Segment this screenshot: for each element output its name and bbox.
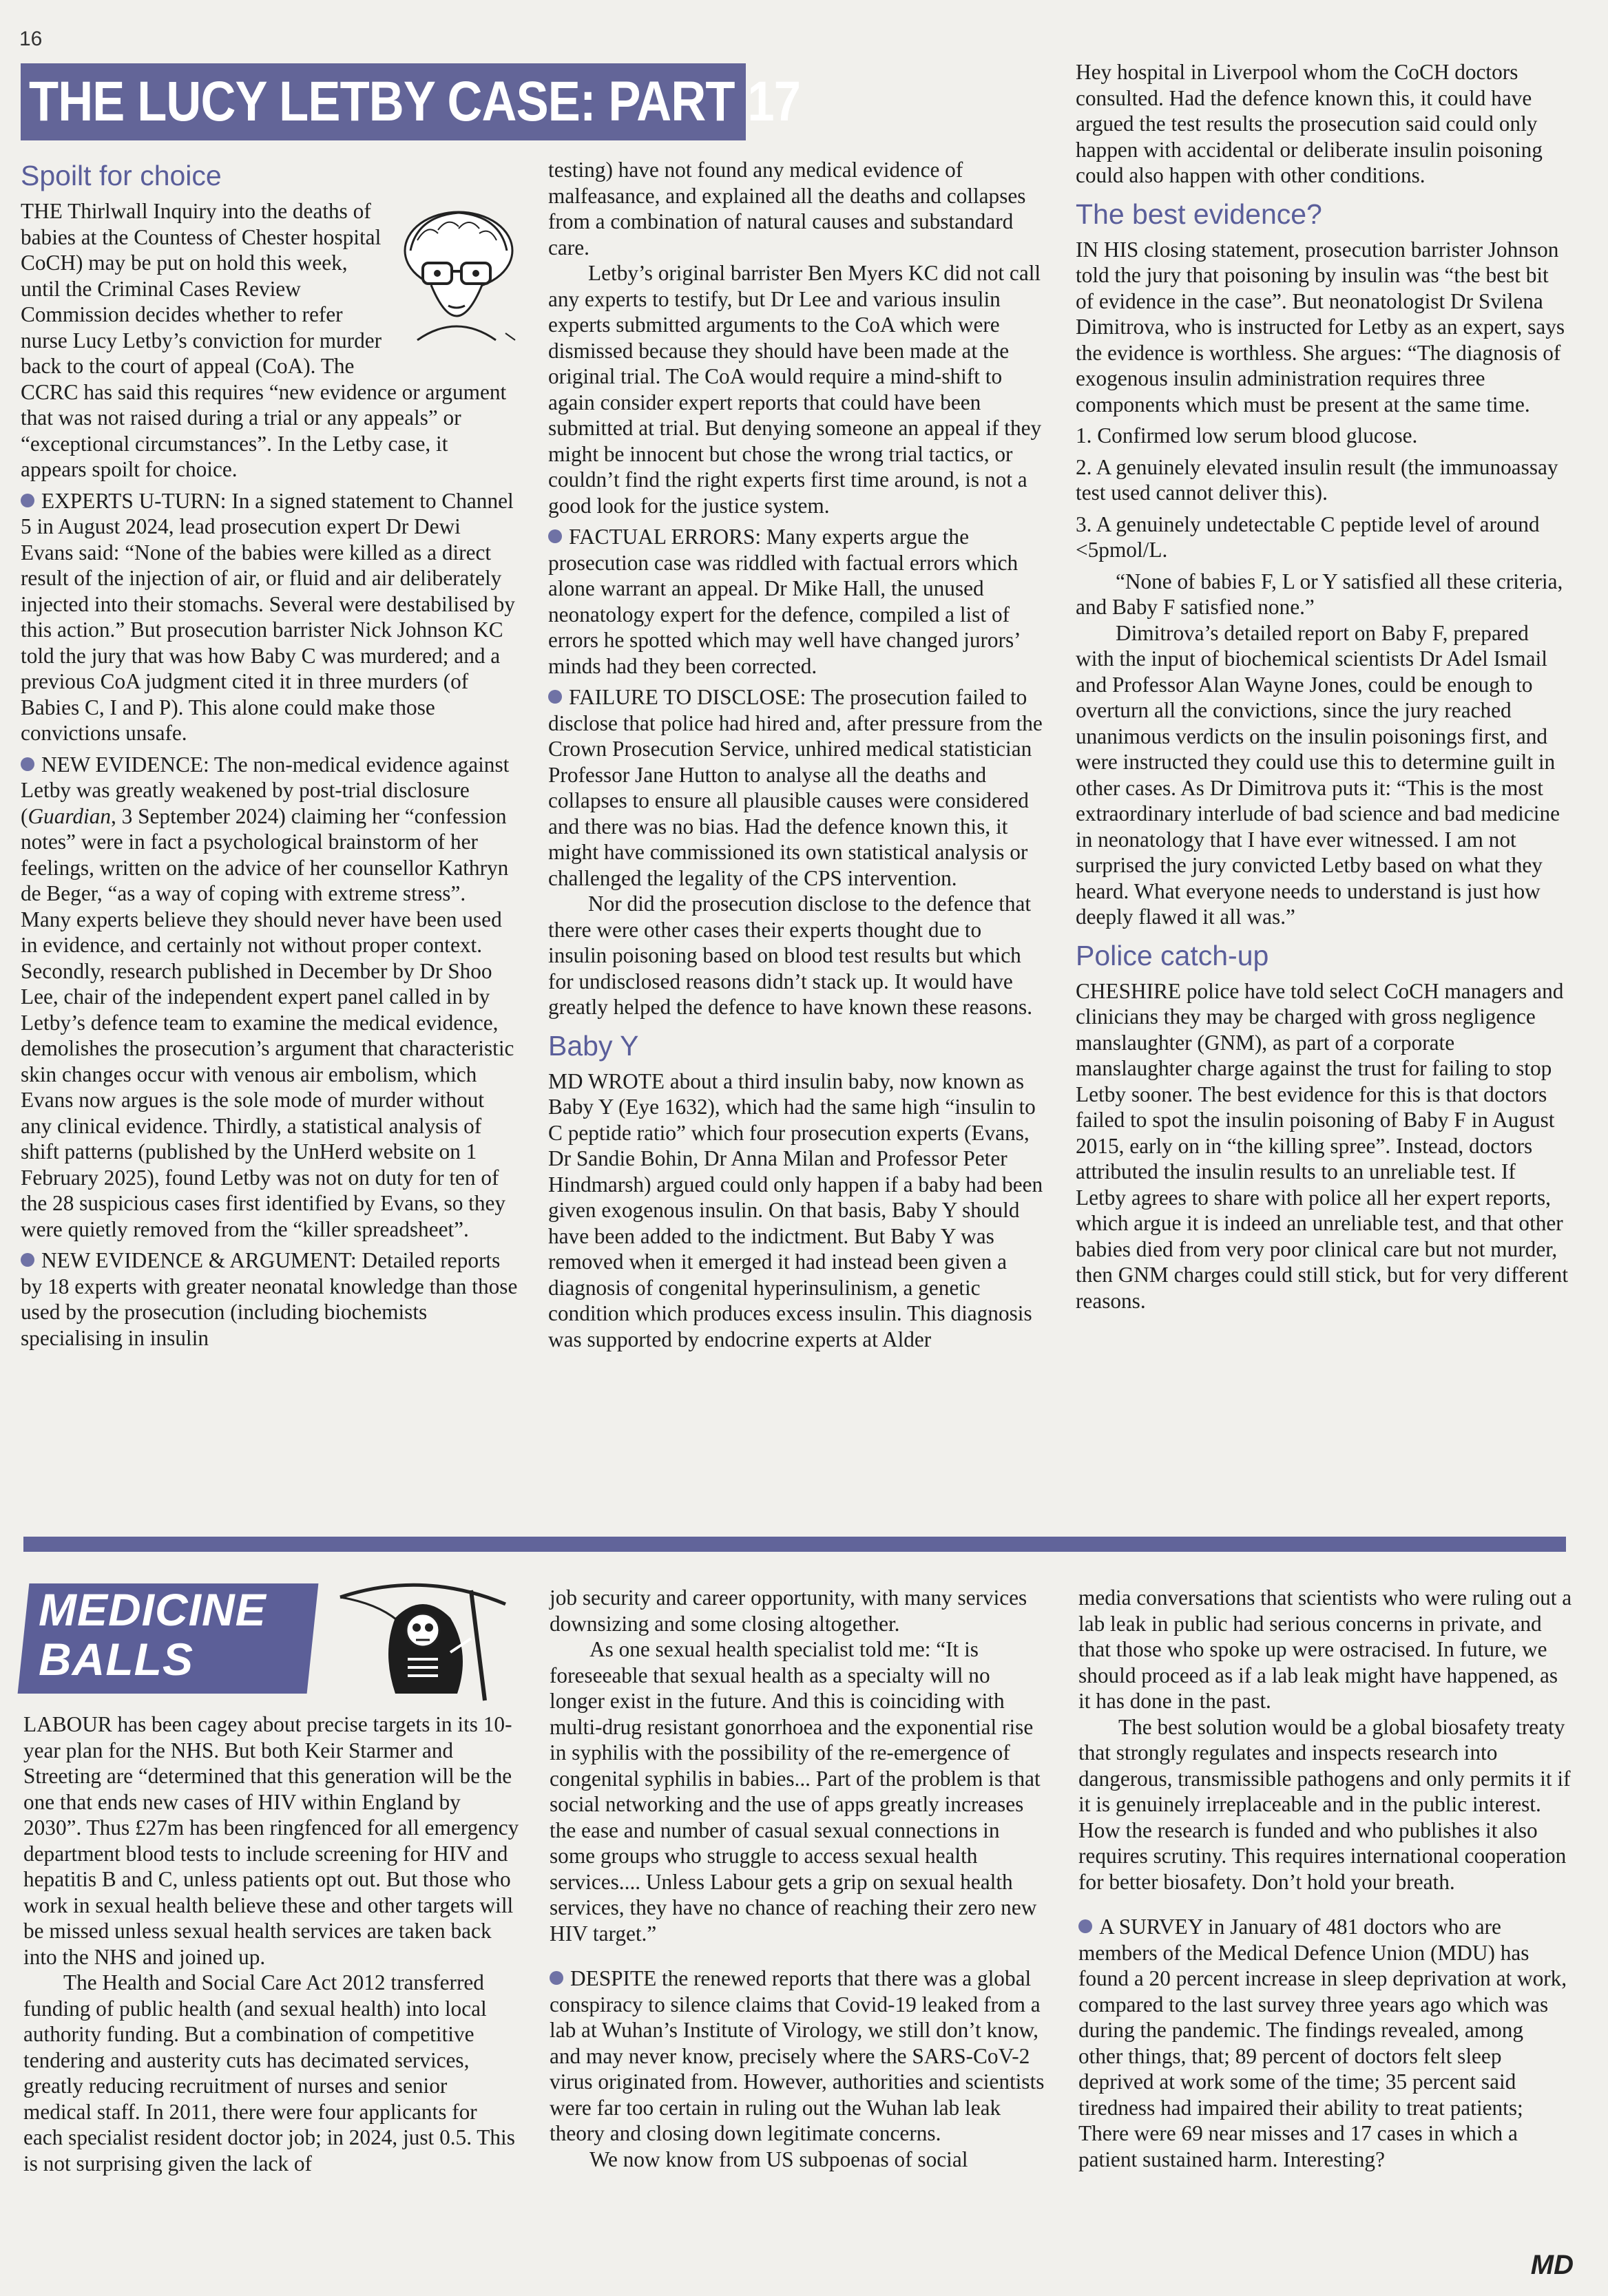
text-new-evidence-a: NEW EVIDENCE: The non-medical evidence against Letby was greatly weakened by post-trial disclosure ( [21, 752, 510, 828]
author-signoff: MD [1530, 2250, 1574, 2280]
paragraph-health-social-care-act: The Health and Social Care Act 2012 transferred funding of public health (and sexual health) into local authority funding. But a combination of competitive tendering and austerity cuts has decimated services, greatly reducing recruitment of nurses and senior medical staff. In 2011, there were four applicants for each specialist resident doctor job; in 2024, just 0.5. This is not surprising given the lack of [23, 1970, 515, 2176]
medicine-balls-column-3 [1078, 1585, 1573, 2172]
bullet-icon [21, 757, 34, 771]
paragraph-testing: testing) have not found any medical evidence of malfeasance, and explained all the deaths and collapses from a combination of natural causes and substandard care. [548, 158, 1026, 260]
subhead-best-evidence: The best evidence? [1076, 198, 1322, 230]
text-mdu-survey: A SURVEY in January of 481 doctors who are members of the Medical Defence Union (MDU) has found a 20 percent increase in sleep deprivation at work, compared to the last survey three years ago which was during the pandemic. The findings revealed, among other things, that; 89 percent of doctors felt sleep deprived at work some of the time; 35 percent said tiredness had impaired their ability to treat patients; There were 69 near misses and 17 cases in which a patient sustained harm. Interesting? [1078, 1915, 1567, 2171]
paragraph-failure-to-disclose [548, 684, 1045, 891]
bullet-icon [548, 529, 562, 543]
paragraph-original-barrister: Letby’s original barrister Ben Myers KC did not call any experts to testify, but Dr Lee and various insulin experts submitted arguments to the CoA which were dismissed because they should have been made at the original trial. The CoA would require a mind-shift to again consider expert reports that could have been submitted at trial. But denying someone an appeal if they might be innocent but chose the wrong trial tactics, or couldn’t find the right experts first time around, is not a good look for the justice system. [548, 261, 1042, 518]
section-divider [23, 1537, 1566, 1552]
paragraph-mdu-survey [1078, 1914, 1573, 2172]
column-1 [21, 157, 518, 1351]
medicine-balls-title [39, 1585, 267, 1684]
paragraph-cheshire-police: CHESHIRE police have told select CoCH managers and clinicians they may be charged with gross negligence manslaughter (GNM), as part of a corporate manslaughter charge against the trust for failing to stop Letby sooner. The best evidence for this is that doctors failed to spot the insulin poisoning of Baby F in August 2015, early on in “the killing spree”. Instead, doctors attributed the insulin results to an unreliable test. If Letby agrees to share with police all her expert reports, which argue it is indeed an unreliable test, and that other babies died from very poor clinical care but not murder, then GNM charges could still stick, but for very different reasons. [1076, 978, 1569, 1313]
list-item-2: 2. A genuinely elevated insulin result (the immunoassay test used cannot deliver this). [1076, 454, 1558, 505]
paragraph-experts-u-turn [21, 488, 518, 746]
paragraph-alder-hey: Hey hospital in Liverpool whom the CoCH doctors consulted. Had the defence known this, it could have argued the test results the prosecution said could only happen with accidental or deliberate insulin poisoning could also happen with other conditions. [1076, 60, 1543, 187]
medicine-balls-banner [23, 1577, 505, 1702]
text-failure-to-disclose: FAILURE TO DISCLOSE: The prosecution failed to disclose that police had hired and, after pressure from the Crown Prosecution Service, unhired medical statistician Professor Jane Hutton to analyse all the deaths and collapses to ensure all plausible causes were considered and there was no bias. Had the defence known this, it might have commissioned its own statistical analysis or challenged the legality of the CPS intervention. [548, 685, 1043, 890]
subhead-spoilt-for-choice: Spoilt for choice [21, 160, 222, 191]
paragraph-labour-targets: LABOUR has been cagey about precise targets in its 10-year plan for the NHS. But both Keir Starmer and Streeting are “determined that this generation will be the one that ends new cases of HIV within England by 2030”. Thus £27m has been ringfenced for all emergency department blood tests to include screening for HIV and hepatitis B and C, unless patients opt out. But those who work in sexual health believe these and other targets will be missed unless sexual health services are taken back into the NHS and joined up. [23, 1712, 519, 1969]
paragraph-none-of-babies: “None of babies F, L or Y satisfied all these criteria, and Baby F satisfied none.” [1076, 569, 1563, 619]
paragraph-sexual-health-specialist: As one sexual health specialist told me: “It is foreseeable that sexual health as a specialty will no longer exist in the future. And this is coinciding with multi-drug resistant gonorrhoea and the exponential rise in syphilis with the possibility of the re-emergence of congenital syphilis in babies... Part of the problem is that social networking and the use of apps greatly increases the ease and number of casual sexual connections in some groups who struggle to access sexual health services.... Unless Labour gets a grip on sexual health services, they have no chance of reaching their zero new HIV target.” [550, 1637, 1041, 1946]
text-new-evidence-argument: NEW EVIDENCE & ARGUMENT: Detailed reports by 18 experts with greater neonatal knowledge than those used by the prosecution (including biochemists specialising in insulin [21, 1248, 518, 1350]
list-item-3: 3. A genuinely undetectable C peptide level of around <5pmol/L. [1076, 512, 1540, 562]
page-title: THE LUCY LETBY CASE: PART 17 [29, 70, 801, 133]
paragraph-social-media: media conversations that scientists who were ruling out a lab leak in public had serious concerns in private, and that those who spoke up were ostracised. In future, we should proceed as if a lab leak might have happened, as it has done in the past. [1078, 1586, 1572, 1713]
text-experts-u-turn: EXPERTS U-TURN: In a signed statement to Channel 5 in August 2024, lead prosecution expert Dr Dewi Evans said: “None of the babies were killed as a direct result of the injection of air, or fluid and air deliberately injected into their stomachs. Several were destabilised by this action.” But prosecution barrister Nick Johnson KC told the jury that was how Baby C was murdered; and a previous CoA judgment cited it in three murders (of Babies C, I and P). This alone could make those convictions unsafe. [21, 488, 515, 745]
paragraph-new-evidence-argument [21, 1247, 518, 1351]
bullet-icon [1078, 1919, 1092, 1933]
medicine-balls-column-1 [23, 1712, 521, 2176]
columnist-caricature-icon [390, 202, 521, 354]
subhead-police-catch-up: Police catch-up [1076, 939, 1269, 971]
paragraph-intro: THE Thirlwall Inquiry into the deaths of babies at the Countess of Chester hospital CoCH) may be put on hold this week, until the Criminal Cases Review Commission decides whether to refer nurse Lucy Letby’s conviction for murder back to the court of appeal (CoA). The CCRC has said this requires “new evidence or argument that was not raised during a trial or any appeals” or “exceptional circumstances”. In the Letby case, it appears spoilt for choice. [21, 199, 507, 481]
paragraph-biosafety-treaty: The best solution would be a global biosafety treaty that strongly regulates and inspects research into dangerous, transmissible pathogens and only permits it if it is genuinely irreplaceable and in the public interest. How the research is funded and who publishes it also requires scrutiny. This requires international cooperation for better biosafety. Don’t hold your breath. [1078, 1714, 1571, 1894]
medicine-balls-column-2 [550, 1585, 1047, 2172]
bullet-icon [21, 1253, 34, 1267]
page-number: 16 [19, 28, 43, 50]
paragraph-us-subpoenas: We now know from US subpoenas of social [589, 2147, 968, 2171]
text-guardian: Guardian [28, 803, 111, 828]
bullet-icon [550, 1971, 563, 1985]
text-factual-errors: FACTUAL ERRORS: Many experts argue the prosecution case was riddled with factual errors which alone warrant an appeal. Dr Mike Hall, the unused neonatology expert for the defence, compiled a list of errors he spotted which may well have changed jurors’ minds had they been corrected. [548, 525, 1020, 678]
medicine-balls-title-line1: MEDICINE [39, 1584, 267, 1635]
bullet-icon [21, 494, 34, 507]
paragraph-factual-errors [548, 524, 1045, 679]
paragraph-new-evidence [21, 752, 518, 1243]
paragraph-job-security: job security and career opportunity, with many services downsizing and some closing altogether. [550, 1586, 1027, 1636]
paragraph-closing-statement: IN HIS closing statement, prosecution barrister Johnson told the jury that poisoning by insulin was “the best bit of evidence in the case”. But neonatologist Dr Svilena Dimitrova, who is instructed for Letby as an expert, says the evidence is worthless. She argues: “The diagnosis of exogenous insulin administration requires three components which must be present at the same time. [1076, 237, 1565, 417]
medicine-balls-title-line2: BALLS [39, 1634, 194, 1685]
text-new-evidence-b: , 3 September 2024) claiming her “confession notes” were in fact a psychological brainstorm of her feelings, written on the advice of her counsellor Kathryn de Beger, “as a way of coping with extreme stress”. Many experts believe they should never have been used in evidence, and certainly not without proper context. Secondly, research published in December by Dr Shoo Lee, chair of the independent expert panel called in by Letby’s defence team to examine the medical evidence, demolishes the prosecution’s argument that characteristic skin changes occur with venous air embolism, which Evans now argues is the sole mode of murder without any clinical evidence. Thirdly, a statistical analysis of shift patterns (published by the UnHerd website on 1 February 2025), found Letby was not on duty for ten of the 28 suspicious cases first identified by Evans, so they were quietly removed from the “killer spreadsheet”. [21, 803, 514, 1241]
column-2 [548, 157, 1045, 1352]
bullet-icon [548, 690, 562, 704]
paragraph-nor-did: Nor did the prosecution disclose to the defence that there were other cases their experts thought due to insulin poisoning based on blood test results but which for undisclosed reasons didn’t stack up. It would have greatly helped the defence to have known these reasons. [548, 892, 1033, 1019]
paragraph-lab-leak [550, 1966, 1047, 2147]
paragraph-baby-y: MD WROTE about a third insulin baby, now known as Baby Y (Eye 1632), which had the same high “insulin to C peptide ratio” which four prosecution experts (Evans, Dr Sandie Bohin, Dr Anna Milan and Professor Peter Hindmarsh) argued could only happen if a baby had been given exogenous insulin. On that basis, Baby Y should have been added to the indictment. But Baby Y was removed when it emerged it had instead been given a diagnosis of congenital hyperinsulinism, a genetic condition which produces excess insulin. This diagnosis was supported by endocrine experts at Alder [548, 1068, 1043, 1351]
paragraph-dimitrova-report: Dimitrova’s detailed report on Baby F, prepared with the input of biochemical scientists Dr Adel Ismail and Professor Alan Wayne Jones, could be enough to overturn all the convictions, since the jury reached unanimous verdicts on the insulin poisonings first, and were instructed they could use this to determine guilt in other cases. As Dr Dimitrova puts it: “This is the most extraordinary interlude of bad science and bad medicine in neonatology that I have ever witnessed. I am not surprised the jury convicted Letby based on what they heard. What everyone needs to understand is just how deeply flawed it all was.” [1076, 620, 1560, 929]
list-item-1: 1. Confirmed low serum blood glucose. [1076, 423, 1418, 447]
headline-banner [21, 63, 801, 140]
subhead-baby-y: Baby Y [548, 1029, 639, 1062]
text-lab-leak: DESPITE the renewed reports that there was a global conspiracy to silence claims that Covid-19 leaked from a lab at Wuhan’s Institute of Virology, we still don’t know, and may never know, precisely where the SARS-CoV-2 virus originated from. However, authorities and scientists were far too certain in ruling out the Wuhan lab leak theory and closing down legitimate concerns. [550, 1966, 1045, 2145]
grim-reaper-icon [326, 1577, 533, 1702]
column-3 [1076, 59, 1570, 1314]
